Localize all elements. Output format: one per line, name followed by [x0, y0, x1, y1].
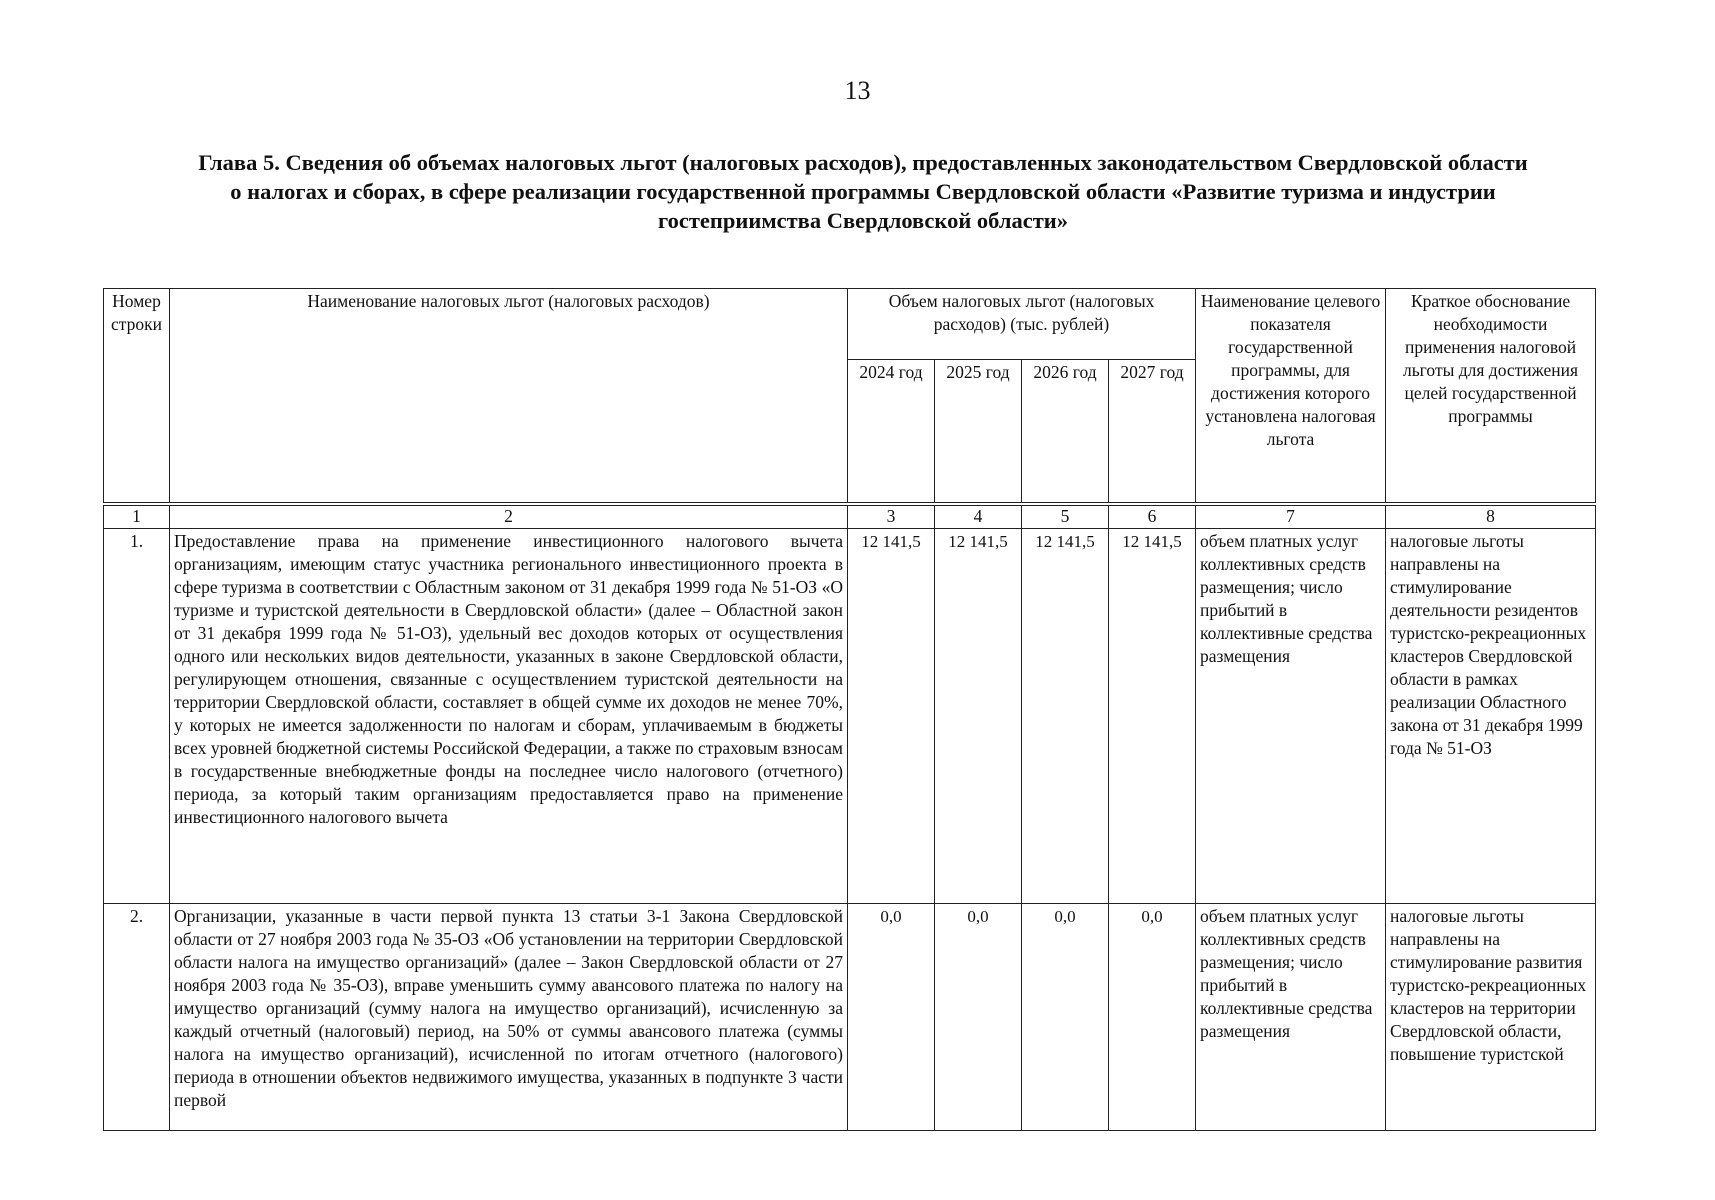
page-number: 13: [844, 76, 871, 105]
column-number: 6: [1109, 504, 1196, 529]
value-2024: 12 141,5: [848, 529, 935, 904]
value-2024: 0,0: [848, 904, 935, 1131]
column-number: 2: [170, 504, 848, 529]
chapter-heading-line-1: Глава 5. Сведения об объемах налоговых льгот (налоговых расходов), предоставленных законодательством Свердловской области: [198, 150, 1528, 175]
header-benefit-name: Наименование налоговых льгот (налоговых расходов): [170, 289, 848, 505]
value-2027: 12 141,5: [1109, 529, 1196, 904]
justification-text: налоговые льготы направлены на стимулирование развития туристско-рекреационных кластеров на территории Свердловской области, повышение туристской: [1390, 906, 1587, 1064]
row-number: 2.: [104, 904, 170, 1131]
target-indicator: объем платных услуг коллективных средств размещения; число прибытий в коллективные средства размещения: [1196, 904, 1386, 1131]
value-2025: 0,0: [935, 904, 1022, 1131]
table-row: [104, 904, 1596, 1131]
target-indicator: объем платных услуг коллективных средств размещения; число прибытий в коллективные средства размещения: [1196, 529, 1386, 904]
header-year-2026: 2026 год: [1022, 360, 1109, 505]
benefit-name-text: Организации, указанные в части первой пункта 13 статьи 3-1 Закона Свердловской области от 27 ноября 2003 года № 35-ОЗ «Об установлении на территории Свердловской области налога на имущество организаций» (далее – Закон Свердловской области от 27 ноября 2003 года № 35-ОЗ), вправе уменьшить сумму авансового платежа по налогу на имущество организаций (сумму налога на имущество организаций), исчисленную за каждый отчетный (налоговый) период, на 50% от суммы авансового платежа (суммы налога на имущество организаций), исчисленной по итогам отчетного (налогового) периода в отношении объектов недвижимого имущества, указанных в подпункте 3 части первой: [174, 906, 843, 1110]
value-2026: 12 141,5: [1022, 529, 1109, 904]
chapter-heading-line-2: о налогах и сборах, в сфере реализации государственной программы Свердловской области «Развитие туризма и индустрии: [230, 179, 1496, 204]
table-row: [104, 529, 1596, 904]
header-indicator: Наименование целевого показателя государственной программы, для достижения которого установлена налоговая льгота: [1196, 289, 1386, 505]
row-number: 1.: [104, 529, 170, 904]
benefit-name: [170, 529, 848, 904]
header-justification: Краткое обоснование необходимости применения налоговой льготы для достижения целей государственной программы: [1386, 289, 1596, 505]
value-2027: 0,0: [1109, 904, 1196, 1131]
header-volume: Объем налоговых льгот (налоговых расходов) (тыс. рублей): [848, 289, 1196, 360]
justification: налоговые льготы направлены на стимулирование деятельности резидентов туристско-рекреационных кластеров Свердловской области в рамках реализации Областного закона от 31 декабря 1999 года № 51-ОЗ: [1386, 529, 1596, 904]
chapter-heading: [118, 148, 1608, 235]
column-number: 1: [104, 504, 170, 529]
header-year-2027: 2027 год: [1109, 360, 1196, 505]
value-2025: 12 141,5: [935, 529, 1022, 904]
header-year-2024: 2024 год: [848, 360, 935, 505]
chapter-heading-line-3: гостеприимства Свердловской области»: [657, 208, 1068, 233]
header-year-2025: 2025 год: [935, 360, 1022, 505]
value-2026: 0,0: [1022, 904, 1109, 1131]
column-number-row: [104, 504, 1596, 529]
tax-benefits-table: [103, 288, 1596, 1131]
benefit-name: [170, 904, 848, 1131]
column-number: 7: [1196, 504, 1386, 529]
header-row-number: Номер строки: [104, 289, 170, 505]
table-header-row: [104, 289, 1596, 360]
column-number: 3: [848, 504, 935, 529]
column-number: 4: [935, 504, 1022, 529]
column-number: 5: [1022, 504, 1109, 529]
column-number: 8: [1386, 504, 1596, 529]
justification: [1386, 904, 1596, 1131]
benefit-name-text: Предоставление права на применение инвестиционного налогового вычета организациям, имеющим статус участника регионального инвестиционного проекта в сфере туризма в соответствии с Областным законом от 31 декабря 1999 года № 51-ОЗ «О туризме и туристской деятельности в Свердловской области» (далее – Областной закон от 31 декабря 1999 года № 51-ОЗ), удельный вес доходов которых от осуществления одного или нескольких видов деятельности, указанных в законе Свердловской области, регулирующем отношения, связанные с осуществлением туристской деятельности на территории Свердловской области, составляет в общей сумме их доходов не менее 70%, у которых не имеется задолженности по налогам и сборам, уплачиваемым в бюджеты всех уровней бюджетной системы Российской Федерации, а также по страховым взносам в государственные внебюджетные фонды на последнее число налогового (отчетного) периода, за который таким организациям предоставляется право на применение инвестиционного налогового вычета: [174, 531, 843, 827]
